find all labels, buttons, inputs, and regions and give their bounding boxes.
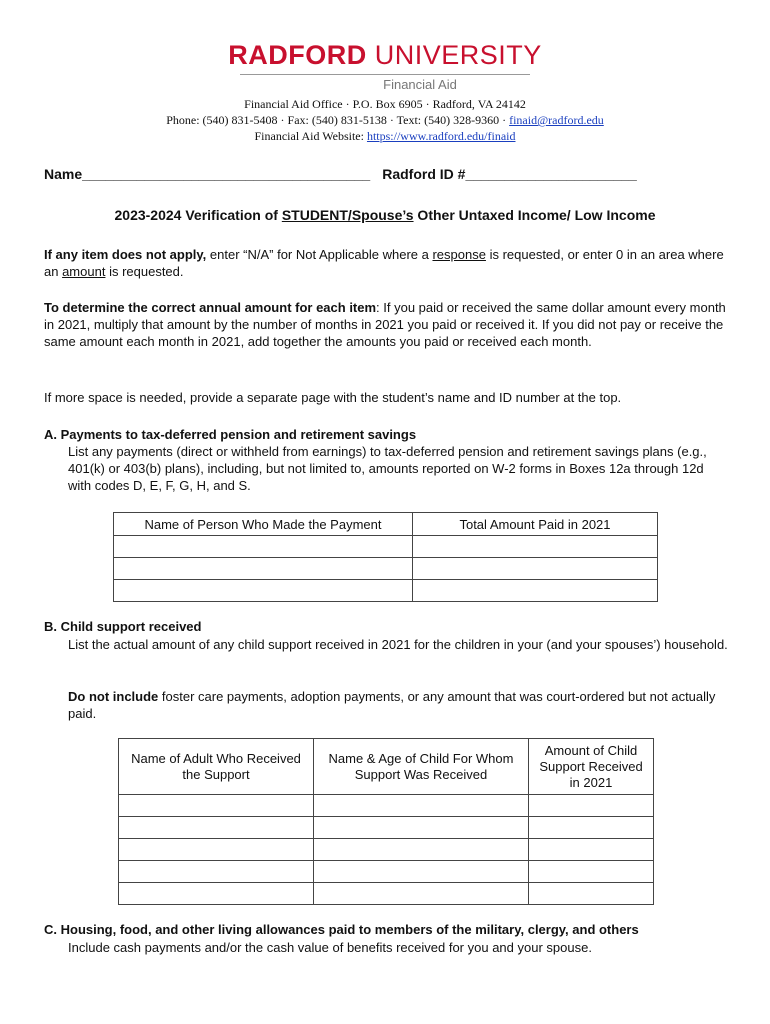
table-cell[interactable] — [119, 861, 314, 883]
email-link[interactable]: finaid@radford.edu — [509, 113, 604, 127]
section-a-heading: A. Payments to tax-deferred pension and retirement savings — [44, 427, 417, 442]
name-field[interactable]: Name_____________________________________ — [44, 166, 371, 182]
website-link[interactable]: https://www.radford.edu/finaid — [366, 129, 516, 143]
section-c-heading: C. Housing, food, and other living allowances paid to members of the military, clergy, and others — [44, 922, 639, 937]
table-cell[interactable] — [529, 795, 654, 817]
table-row — [119, 883, 654, 905]
table-cell[interactable] — [314, 883, 529, 905]
university-logo — [0, 40, 770, 92]
section-c-text: Include cash payments and/or the cash value of benefits received for you and your spouse. — [68, 940, 592, 955]
table-cell[interactable] — [413, 536, 658, 558]
column-header: Amount of Child Support Received in 2021 — [529, 739, 654, 795]
logo-radford: RADFORD — [228, 40, 367, 70]
contact-info — [0, 96, 770, 144]
column-header: Name of Adult Who Received the Support — [119, 739, 314, 795]
section-b-text: List the actual amount of any child support received in 2021 for the children in your (and your spouses’) household. — [68, 637, 728, 652]
logo-university: UNIVERSITY — [374, 40, 542, 70]
intro-space-paragraph: If more space is needed, provide a separate page with the student’s name and ID number at the top. — [44, 390, 622, 405]
form-title: 2023-2024 Verification of STUDENT/Spouse’s Other Untaxed Income/ Low Income — [114, 207, 656, 223]
table-cell[interactable] — [314, 861, 529, 883]
table-row — [114, 580, 658, 602]
table-cell[interactable] — [119, 839, 314, 861]
table-cell[interactable] — [119, 883, 314, 905]
section-b-note: Do not include foster care payments, adoption payments, or any amount that was court-ordered but not actually paid. — [68, 689, 716, 721]
table-row — [119, 861, 654, 883]
logo-financial-aid: Financial Aid — [383, 77, 457, 92]
logo-divider — [240, 74, 530, 75]
table-row — [114, 558, 658, 580]
website-line: Financial Aid Website: https://www.radford.edu/finaid — [254, 129, 516, 143]
office-address: Financial Aid Office · P.O. Box 6905 · Radford, VA 24142 — [244, 97, 526, 111]
phone-line: Phone: (540) 831-5408 · Fax: (540) 831-5138 · Text: (540) 328-9360 · finaid@radford.edu — [166, 113, 604, 127]
section-b-heading: B. Child support received — [44, 619, 202, 634]
table-cell[interactable] — [529, 861, 654, 883]
table-cell[interactable] — [119, 795, 314, 817]
child-support-table — [118, 738, 654, 905]
table-row — [119, 839, 654, 861]
table-cell[interactable] — [314, 839, 529, 861]
table-cell[interactable] — [314, 795, 529, 817]
radford-id-field[interactable]: Radford ID #______________________ — [382, 166, 637, 182]
column-header: Name of Person Who Made the Payment — [114, 513, 413, 536]
table-row — [119, 817, 654, 839]
column-header: Total Amount Paid in 2021 — [413, 513, 658, 536]
table-cell[interactable] — [529, 817, 654, 839]
table-cell[interactable] — [114, 580, 413, 602]
section-a-text: List any payments (direct or withheld from earnings) to tax-deferred pension and retirement savings plans (e.g., 401(k) or 403(b) plans), including, but not limited to, amounts reported on W-2 forms in Boxes 12a through 12d with codes D, E, F, G, H, and S. — [68, 444, 707, 493]
pension-payments-table — [113, 512, 658, 602]
table-row — [114, 536, 658, 558]
table-cell[interactable] — [413, 580, 658, 602]
intro-na-paragraph: If any item does not apply, enter “N/A” for Not Applicable where a response is requested, or enter 0 in an area where an amount is requested. — [44, 247, 724, 279]
table-cell[interactable] — [114, 536, 413, 558]
column-header: Name & Age of Child For Whom Support Was Received — [314, 739, 529, 795]
table-cell[interactable] — [114, 558, 413, 580]
table-cell[interactable] — [529, 839, 654, 861]
table-row — [119, 795, 654, 817]
name-id-row — [44, 166, 637, 182]
table-cell[interactable] — [529, 883, 654, 905]
table-cell[interactable] — [314, 817, 529, 839]
table-cell[interactable] — [413, 558, 658, 580]
table-cell[interactable] — [119, 817, 314, 839]
intro-annual-amount-paragraph: To determine the correct annual amount for each item: If you paid or received the same dollar amount every month in 2021, multiply that amount by the number of months in 2021 you paid or received it. If you did not pay or receive the same amount each month in 2021, add together the amounts you paid or received each month. — [44, 300, 726, 349]
